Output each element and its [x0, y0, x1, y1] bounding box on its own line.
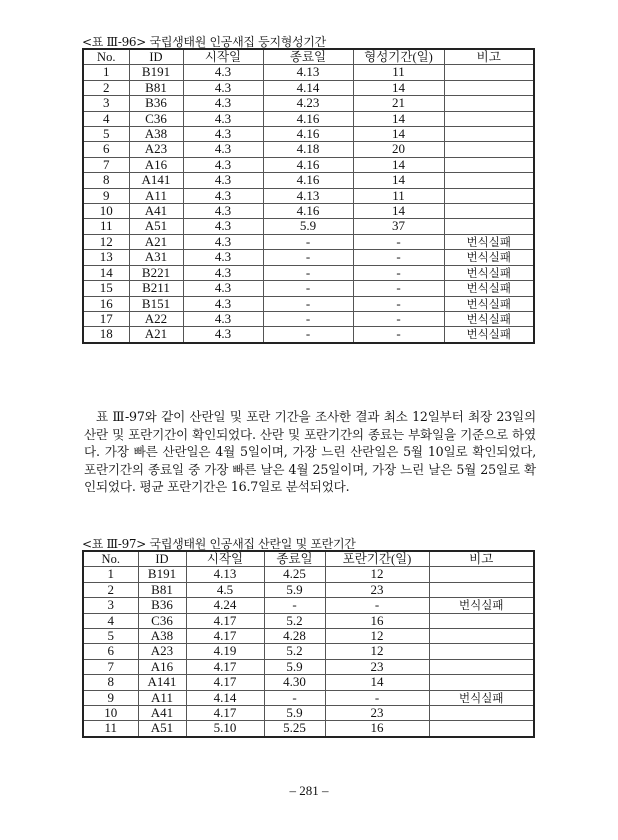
table-cell: 23	[325, 706, 429, 721]
table-cell: 4.16	[263, 111, 353, 126]
table-cell: B81	[138, 582, 186, 597]
table-cell: -	[325, 690, 429, 705]
table-row	[83, 219, 534, 234]
table-cell: 4.3	[183, 65, 263, 80]
table-cell: 18	[83, 327, 129, 343]
table-cell: 5.9	[264, 706, 325, 721]
table-cell	[444, 219, 534, 234]
table-row	[83, 721, 534, 737]
table-header-row	[83, 49, 534, 65]
table-cell: 4	[83, 111, 129, 126]
table-cell: -	[263, 327, 353, 343]
table-cell	[444, 142, 534, 157]
table-cell: 4.3	[183, 281, 263, 296]
table-cell	[429, 613, 534, 628]
table-cell: 4.16	[263, 204, 353, 219]
table-cell	[444, 188, 534, 203]
table-cell: 4.16	[263, 127, 353, 142]
page-number: – 281 –	[289, 783, 329, 798]
column-header: No.	[83, 49, 129, 65]
table-cell: 4.3	[183, 127, 263, 142]
table-cell: B36	[138, 598, 186, 613]
table-cell: 14	[353, 204, 444, 219]
table-cell: 1	[83, 567, 138, 582]
table-row	[83, 157, 534, 172]
table-cell: 16	[325, 721, 429, 737]
table-cell: 11	[353, 65, 444, 80]
table-cell: 14	[353, 157, 444, 172]
table-row	[83, 281, 534, 296]
table-cell: 14	[353, 127, 444, 142]
table-cell: 5.2	[264, 644, 325, 659]
table-cell: -	[353, 311, 444, 326]
table-cell: 4.3	[183, 296, 263, 311]
table-cell: 4.17	[186, 706, 264, 721]
table-cell: 4.16	[263, 173, 353, 188]
table-cell: 12	[325, 644, 429, 659]
table-cell: 12	[83, 234, 129, 249]
table-cell: -	[353, 281, 444, 296]
table-cell	[444, 111, 534, 126]
table-cell: 4.3	[183, 111, 263, 126]
table-cell: 4.3	[183, 173, 263, 188]
table-cell: 5.2	[264, 613, 325, 628]
table-cell: 4.17	[186, 613, 264, 628]
table-cell	[429, 675, 534, 690]
table-cell: A22	[129, 311, 183, 326]
table-cell: A41	[138, 706, 186, 721]
table-cell: 4.3	[183, 188, 263, 203]
table-cell: 12	[325, 567, 429, 582]
table-cell: 4.3	[183, 234, 263, 249]
table-cell: 4.13	[263, 188, 353, 203]
table-cell: 4.3	[183, 157, 263, 172]
table-row	[83, 706, 534, 721]
table-cell: A23	[129, 142, 183, 157]
table-cell: 6	[83, 644, 138, 659]
table-cell: 8	[83, 173, 129, 188]
table-row	[83, 188, 534, 203]
table-cell: 번식실패	[444, 265, 534, 280]
column-header: 시작일	[186, 551, 264, 567]
table-cell: 5.9	[263, 219, 353, 234]
table-cell: A16	[138, 659, 186, 674]
table-cell: A141	[129, 173, 183, 188]
table-cell: 21	[353, 96, 444, 111]
table-cell: A38	[138, 629, 186, 644]
table-cell: A16	[129, 157, 183, 172]
table-cell: 15	[83, 281, 129, 296]
table-cell: -	[264, 598, 325, 613]
column-header: ID	[129, 49, 183, 65]
table-cell	[444, 65, 534, 80]
table-cell: A21	[129, 327, 183, 343]
table-row	[83, 327, 534, 343]
table-cell	[429, 567, 534, 582]
table-cell: 4.3	[183, 96, 263, 111]
table-cell: B211	[129, 281, 183, 296]
table-cell: 2	[83, 80, 129, 95]
column-header: 종료일	[263, 49, 353, 65]
table-cell: 1	[83, 65, 129, 80]
laying-incubation-table	[82, 550, 535, 738]
table-cell: -	[353, 265, 444, 280]
table-cell: 번식실패	[429, 690, 534, 705]
table-row	[83, 659, 534, 674]
table-cell: 2	[83, 582, 138, 597]
table-row	[83, 250, 534, 265]
table-cell	[429, 659, 534, 674]
table-cell: B191	[129, 65, 183, 80]
table-cell: 번식실패	[444, 250, 534, 265]
table-cell: 4.5	[186, 582, 264, 597]
table-row	[83, 80, 534, 95]
table-cell: 7	[83, 659, 138, 674]
table-cell: -	[264, 690, 325, 705]
table-cell: 4.30	[264, 675, 325, 690]
table-row	[83, 644, 534, 659]
table-cell: 4.17	[186, 629, 264, 644]
table-row	[83, 234, 534, 249]
table-cell: -	[353, 250, 444, 265]
table-cell: -	[263, 311, 353, 326]
column-header: 포란기간(일)	[325, 551, 429, 567]
table-cell: B191	[138, 567, 186, 582]
table-cell: 13	[83, 250, 129, 265]
table-cell: A31	[129, 250, 183, 265]
table-row	[83, 142, 534, 157]
table-cell	[444, 173, 534, 188]
table-cell: 17	[83, 311, 129, 326]
table-cell: 4.28	[264, 629, 325, 644]
table-cell: 4.3	[183, 204, 263, 219]
table-row	[83, 111, 534, 126]
table-cell: 4.3	[183, 327, 263, 343]
table-cell: 4.14	[186, 690, 264, 705]
table-cell: B81	[129, 80, 183, 95]
column-header: 시작일	[183, 49, 263, 65]
table-cell: 4.16	[263, 157, 353, 172]
table-cell: 12	[325, 629, 429, 644]
table-cell	[429, 582, 534, 597]
table-row	[83, 127, 534, 142]
table-cell: 4.3	[183, 250, 263, 265]
table-cell: 8	[83, 675, 138, 690]
table-cell: 번식실패	[444, 296, 534, 311]
table-cell: 3	[83, 598, 138, 613]
table-cell: A21	[129, 234, 183, 249]
table-cell: 23	[325, 659, 429, 674]
table-row	[83, 265, 534, 280]
table-row	[83, 65, 534, 80]
table-cell: A11	[138, 690, 186, 705]
table-cell: 4.3	[183, 219, 263, 234]
table-cell: 4.17	[186, 675, 264, 690]
table1-caption: <표 Ⅲ-96> 국립생태원 인공새집 둥지형성기간	[82, 35, 326, 49]
table-cell: 4.3	[183, 80, 263, 95]
table-row	[83, 690, 534, 705]
table-cell: -	[353, 296, 444, 311]
table-cell	[444, 96, 534, 111]
table-cell: 23	[325, 582, 429, 597]
table-cell	[444, 204, 534, 219]
table-cell: -	[263, 265, 353, 280]
table-cell	[444, 80, 534, 95]
table-cell: C36	[138, 613, 186, 628]
table-cell: B221	[129, 265, 183, 280]
table-cell: 4	[83, 613, 138, 628]
table-cell: 4.23	[263, 96, 353, 111]
table-cell: 4.14	[263, 80, 353, 95]
nest-formation-table	[82, 48, 535, 344]
column-header: 종료일	[264, 551, 325, 567]
table-cell: B151	[129, 296, 183, 311]
table-cell: 37	[353, 219, 444, 234]
table-header-row	[83, 551, 534, 567]
table-cell: A23	[138, 644, 186, 659]
body-paragraph: 표 Ⅲ-97와 같이 산란일 및 포란 기간을 조사한 결과 최소 12일부터 최장 23일의 산란 및 포란기간이 확인되었다. 산란 및 포란기간의 종료는 부화일을 기준으로 하였다. 가장 빠른 산란일은 4월 5일이며, 가장 느린 산란일은 5월 10일로 확인되었다, 포란기간의 종료일 중 가장 빠른 날은 4월 25일이며, 가장 느린 날은 5월 25일로 확인되었다. 평균 포란기간은 16.7일로 분석되었다.	[84, 409, 536, 495]
table-cell: 5.25	[264, 721, 325, 737]
table-cell: 14	[325, 675, 429, 690]
table-cell: 3	[83, 96, 129, 111]
column-header: 형성기간(일)	[353, 49, 444, 65]
table-cell: -	[353, 234, 444, 249]
table-cell: 4.13	[263, 65, 353, 80]
table-cell: 6	[83, 142, 129, 157]
table-cell: A51	[138, 721, 186, 737]
table-cell: 4.17	[186, 659, 264, 674]
table-cell: -	[263, 234, 353, 249]
table-cell: 번식실패	[444, 234, 534, 249]
table-cell: -	[263, 281, 353, 296]
table-cell: 14	[353, 173, 444, 188]
table-cell: A141	[138, 675, 186, 690]
table-cell: 14	[353, 111, 444, 126]
table-cell: 4.3	[183, 311, 263, 326]
table-cell: 10	[83, 706, 138, 721]
table-cell: 4.13	[186, 567, 264, 582]
table-cell	[429, 644, 534, 659]
table-cell: A11	[129, 188, 183, 203]
table-cell: 14	[83, 265, 129, 280]
table-cell: 11	[353, 188, 444, 203]
table-cell: 10	[83, 204, 129, 219]
column-header: 비고	[429, 551, 534, 567]
table-cell	[444, 157, 534, 172]
table-cell: -	[263, 250, 353, 265]
column-header: ID	[138, 551, 186, 567]
table-row	[83, 204, 534, 219]
table-row	[83, 598, 534, 613]
table-row	[83, 567, 534, 582]
table-cell: 9	[83, 188, 129, 203]
table-cell: 16	[325, 613, 429, 628]
table-cell: 9	[83, 690, 138, 705]
table-row	[83, 173, 534, 188]
table-cell: 14	[353, 80, 444, 95]
table2-caption: <표 Ⅲ-97> 국립생태원 인공새집 산란일 및 포란기간	[82, 537, 356, 551]
table-cell: 7	[83, 157, 129, 172]
column-header: No.	[83, 551, 138, 567]
table-cell: 4.24	[186, 598, 264, 613]
table-cell: A51	[129, 219, 183, 234]
table-cell: -	[263, 296, 353, 311]
table-cell: 4.25	[264, 567, 325, 582]
table-cell	[429, 721, 534, 737]
table-cell: 4.3	[183, 265, 263, 280]
table-cell: 16	[83, 296, 129, 311]
table-cell: 5.10	[186, 721, 264, 737]
table-cell: 11	[83, 219, 129, 234]
table-cell: B36	[129, 96, 183, 111]
table-cell: -	[325, 598, 429, 613]
table-cell: 20	[353, 142, 444, 157]
table-cell: 번식실패	[444, 281, 534, 296]
table-cell: 5	[83, 629, 138, 644]
table-row	[83, 675, 534, 690]
table-cell: 4.3	[183, 142, 263, 157]
table-cell	[429, 706, 534, 721]
table-cell: A41	[129, 204, 183, 219]
table-row	[83, 613, 534, 628]
table-row	[83, 311, 534, 326]
table-row	[83, 296, 534, 311]
table-cell: 번식실패	[444, 311, 534, 326]
table-cell: 5.9	[264, 659, 325, 674]
table-cell: 11	[83, 721, 138, 737]
table-cell: 4.19	[186, 644, 264, 659]
table-cell: A38	[129, 127, 183, 142]
table-cell: C36	[129, 111, 183, 126]
column-header: 비고	[444, 49, 534, 65]
table-cell: 번식실패	[429, 598, 534, 613]
table-cell	[429, 629, 534, 644]
table-row	[83, 629, 534, 644]
table-cell	[444, 127, 534, 142]
table-row	[83, 582, 534, 597]
table-cell: 번식실패	[444, 327, 534, 343]
table-cell: -	[353, 327, 444, 343]
table-cell: 4.18	[263, 142, 353, 157]
table-row	[83, 96, 534, 111]
table-cell: 5	[83, 127, 129, 142]
table-cell: 5.9	[264, 582, 325, 597]
